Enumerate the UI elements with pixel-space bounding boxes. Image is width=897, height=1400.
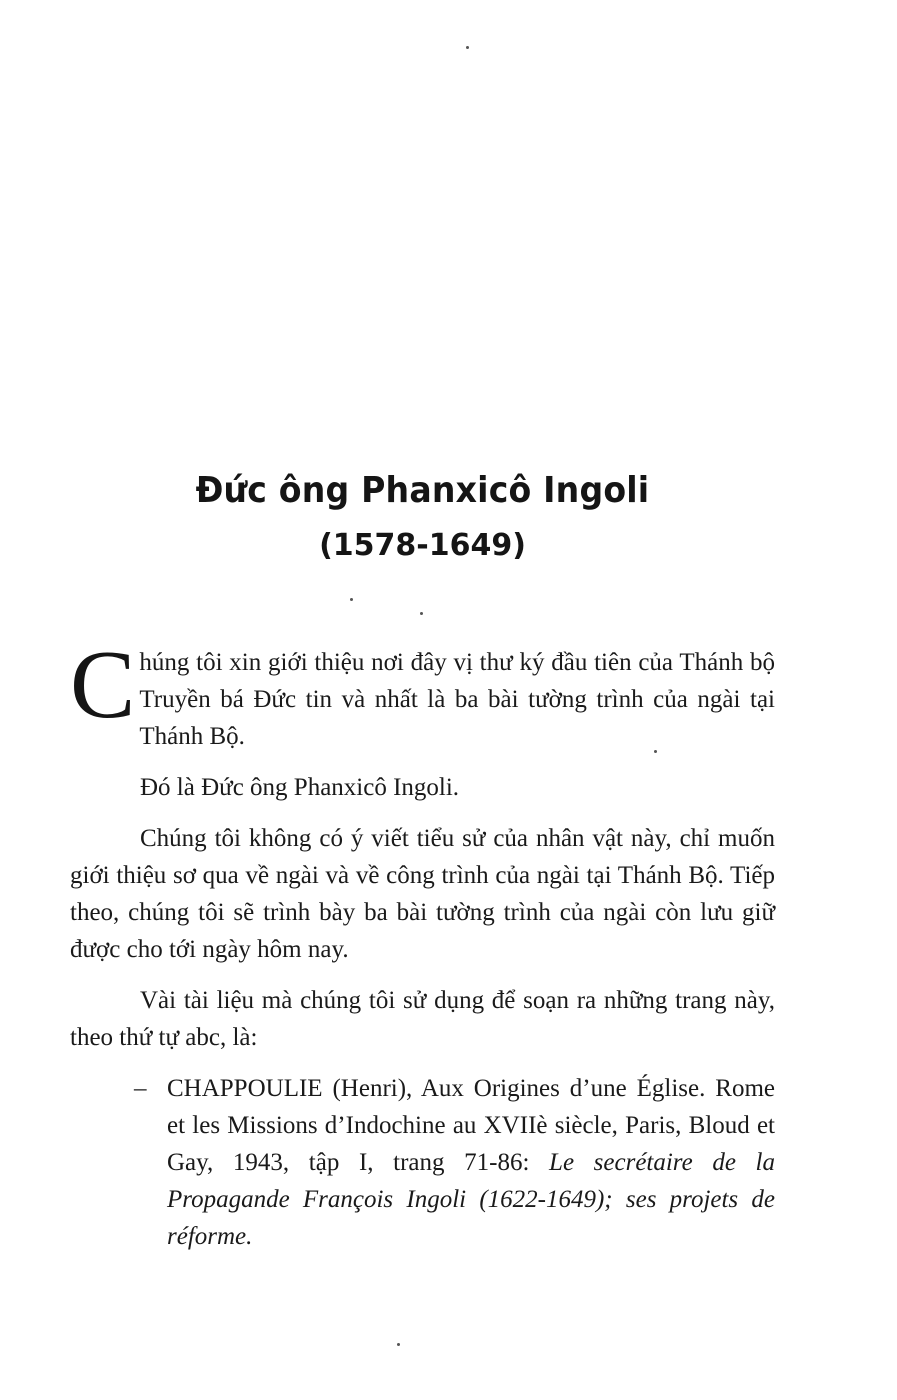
bibliography-dash: –: [134, 1075, 147, 1102]
scan-speck: [420, 612, 423, 615]
paragraph-name: Đó là Đức ông Phanxicô Ingoli.: [140, 774, 460, 801]
bibliography-chapter-title: Le secrétaire de la Propagande François Ingoli (1622-1649); ses projets de réforme.: [167, 1149, 775, 1250]
paragraph-sources: Vài tài liệu mà chúng tôi sử dụng để soạn ra những trang này, theo thứ tự abc, là:: [70, 987, 775, 1051]
paragraph-intro-text: húng tôi xin giới thiệu nơi đây vị thư ký đầu tiên của Thánh bộ Truyền bá Đức tin và nhất là ba bài tường trình của ngài tại Thánh Bộ.: [139, 649, 775, 750]
bibliography-list: [70, 1070, 775, 1255]
chapter-dates: (1578-1649): [319, 528, 526, 563]
paragraph-purpose: Chúng tôi không có ý viết tiểu sử của nhân vật này, chỉ muốn giới thiệu sơ qua về ngài và về công trình của ngài tại Thánh Bộ. Tiếp theo, chúng tôi sẽ trình bày ba bài tường trình của ngài còn lưu giữ được cho tới ngày hôm nay.: [70, 825, 775, 963]
scan-speck: [350, 598, 353, 601]
drop-cap: C: [70, 631, 136, 739]
scan-speck: [466, 46, 469, 49]
bibliography-citation: CHAPPOULIE (Henri), Aux Origines d’une Église. Rome et les Missions d’Indochine au XVIIè siècle, Paris, Bloud et Gay, 1943, tập I, trang 71-86:: [167, 1075, 775, 1176]
paragraph-intro: [70, 631, 775, 755]
body-text: [70, 631, 775, 1255]
bibliography-item: [134, 1070, 775, 1255]
scan-speck: [397, 1343, 400, 1346]
chapter-title: Đức ông Phanxicô Ingoli: [195, 470, 650, 511]
